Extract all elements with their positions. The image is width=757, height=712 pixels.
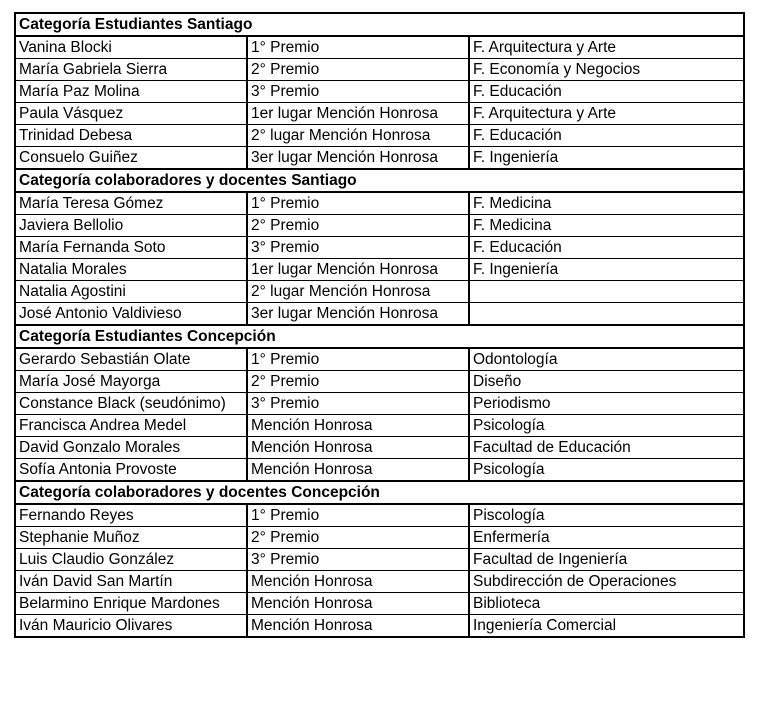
prize-cell: 3er lugar Mención Honrosa xyxy=(247,147,469,170)
table-row xyxy=(15,215,744,237)
winner-name-cell: Luis Claudio González xyxy=(15,549,247,571)
prize-cell: 1° Premio xyxy=(247,192,469,215)
prize-cell: Mención Honrosa xyxy=(247,615,469,638)
awards-table xyxy=(14,12,745,638)
faculty-cell: F. Arquitectura y Arte xyxy=(469,103,744,125)
table-row xyxy=(15,59,744,81)
winner-name-cell: Sofía Antonia Provoste xyxy=(15,459,247,482)
table-row xyxy=(15,259,744,281)
winner-name-cell: Paula Vásquez xyxy=(15,103,247,125)
table-row xyxy=(15,303,744,326)
prize-cell: 2° Premio xyxy=(247,59,469,81)
table-row xyxy=(15,348,744,371)
faculty-cell: Facultad de Educación xyxy=(469,437,744,459)
faculty-cell: F. Ingeniería xyxy=(469,147,744,170)
table-row xyxy=(15,459,744,482)
faculty-cell: F. Medicina xyxy=(469,192,744,215)
prize-cell: Mención Honrosa xyxy=(247,459,469,482)
faculty-cell: Ingeniería Comercial xyxy=(469,615,744,638)
prize-cell: Mención Honrosa xyxy=(247,437,469,459)
prize-cell: 3° Premio xyxy=(247,237,469,259)
faculty-cell: Diseño xyxy=(469,371,744,393)
prize-cell: 2° lugar Mención Honrosa xyxy=(247,125,469,147)
prize-cell: 3° Premio xyxy=(247,393,469,415)
winner-name-cell: Stephanie Muñoz xyxy=(15,527,247,549)
winner-name-cell: Natalia Agostini xyxy=(15,281,247,303)
faculty-cell xyxy=(469,281,744,303)
section-heading-row xyxy=(15,13,744,36)
faculty-cell: F. Educación xyxy=(469,81,744,103)
table-row xyxy=(15,437,744,459)
winner-name-cell: Natalia Morales xyxy=(15,259,247,281)
winner-name-cell: José Antonio Valdivieso xyxy=(15,303,247,326)
faculty-cell: Facultad de Ingeniería xyxy=(469,549,744,571)
prize-cell: 1er lugar Mención Honrosa xyxy=(247,103,469,125)
section-heading-row xyxy=(15,169,744,192)
prize-cell: 1° Premio xyxy=(247,504,469,527)
winner-name-cell: Trinidad Debesa xyxy=(15,125,247,147)
winner-name-cell: María Fernanda Soto xyxy=(15,237,247,259)
winner-name-cell: Belarmino Enrique Mardones xyxy=(15,593,247,615)
winner-name-cell: María José Mayorga xyxy=(15,371,247,393)
winner-name-cell: David Gonzalo Morales xyxy=(15,437,247,459)
faculty-cell: Enfermería xyxy=(469,527,744,549)
faculty-cell: Subdirección de Operaciones xyxy=(469,571,744,593)
section-title: Categoría colaboradores y docentes Concepción xyxy=(15,481,744,504)
table-row xyxy=(15,571,744,593)
prize-cell: 1° Premio xyxy=(247,348,469,371)
awards-table-body xyxy=(15,13,744,637)
prize-cell: 1er lugar Mención Honrosa xyxy=(247,259,469,281)
faculty-cell: F. Medicina xyxy=(469,215,744,237)
faculty-cell: Biblioteca xyxy=(469,593,744,615)
table-row xyxy=(15,415,744,437)
section-title: Categoría Estudiantes Concepción xyxy=(15,325,744,348)
table-row xyxy=(15,549,744,571)
table-row xyxy=(15,281,744,303)
faculty-cell: F. Economía y Negocios xyxy=(469,59,744,81)
table-row xyxy=(15,615,744,638)
section-title: Categoría Estudiantes Santiago xyxy=(15,13,744,36)
prize-cell: 2° Premio xyxy=(247,371,469,393)
faculty-cell: Psicología xyxy=(469,415,744,437)
prize-cell: Mención Honrosa xyxy=(247,593,469,615)
table-row xyxy=(15,125,744,147)
winner-name-cell: Iván Mauricio Olivares xyxy=(15,615,247,638)
table-row xyxy=(15,192,744,215)
winner-name-cell: Javiera Bellolio xyxy=(15,215,247,237)
winner-name-cell: Francisca Andrea Medel xyxy=(15,415,247,437)
winner-name-cell: Consuelo Guiñez xyxy=(15,147,247,170)
section-heading-row xyxy=(15,325,744,348)
table-row xyxy=(15,593,744,615)
prize-cell: 3er lugar Mención Honrosa xyxy=(247,303,469,326)
faculty-cell: F. Educación xyxy=(469,125,744,147)
faculty-cell: F. Arquitectura y Arte xyxy=(469,36,744,59)
winner-name-cell: Gerardo Sebastián Olate xyxy=(15,348,247,371)
winner-name-cell: Iván David San Martín xyxy=(15,571,247,593)
section-heading-row xyxy=(15,481,744,504)
prize-cell: Mención Honrosa xyxy=(247,415,469,437)
table-row xyxy=(15,504,744,527)
prize-cell: 1° Premio xyxy=(247,36,469,59)
prize-cell: 2° lugar Mención Honrosa xyxy=(247,281,469,303)
faculty-cell: Psicología xyxy=(469,459,744,482)
prize-cell: 3° Premio xyxy=(247,81,469,103)
section-title: Categoría colaboradores y docentes Santiago xyxy=(15,169,744,192)
faculty-cell: Piscología xyxy=(469,504,744,527)
table-row xyxy=(15,237,744,259)
table-row xyxy=(15,147,744,170)
winner-name-cell: María Gabriela Sierra xyxy=(15,59,247,81)
table-row xyxy=(15,36,744,59)
winner-name-cell: María Teresa Gómez xyxy=(15,192,247,215)
prize-cell: 2° Premio xyxy=(247,215,469,237)
winner-name-cell: Vanina Blocki xyxy=(15,36,247,59)
table-row xyxy=(15,527,744,549)
table-row xyxy=(15,103,744,125)
winner-name-cell: Constance Black (seudónimo) xyxy=(15,393,247,415)
table-row xyxy=(15,371,744,393)
faculty-cell: Periodismo xyxy=(469,393,744,415)
faculty-cell: F. Ingeniería xyxy=(469,259,744,281)
faculty-cell: Odontología xyxy=(469,348,744,371)
faculty-cell: F. Educación xyxy=(469,237,744,259)
winner-name-cell: María Paz Molina xyxy=(15,81,247,103)
prize-cell: Mención Honrosa xyxy=(247,571,469,593)
winner-name-cell: Fernando Reyes xyxy=(15,504,247,527)
faculty-cell xyxy=(469,303,744,326)
table-row xyxy=(15,81,744,103)
prize-cell: 3° Premio xyxy=(247,549,469,571)
table-row xyxy=(15,393,744,415)
prize-cell: 2° Premio xyxy=(247,527,469,549)
